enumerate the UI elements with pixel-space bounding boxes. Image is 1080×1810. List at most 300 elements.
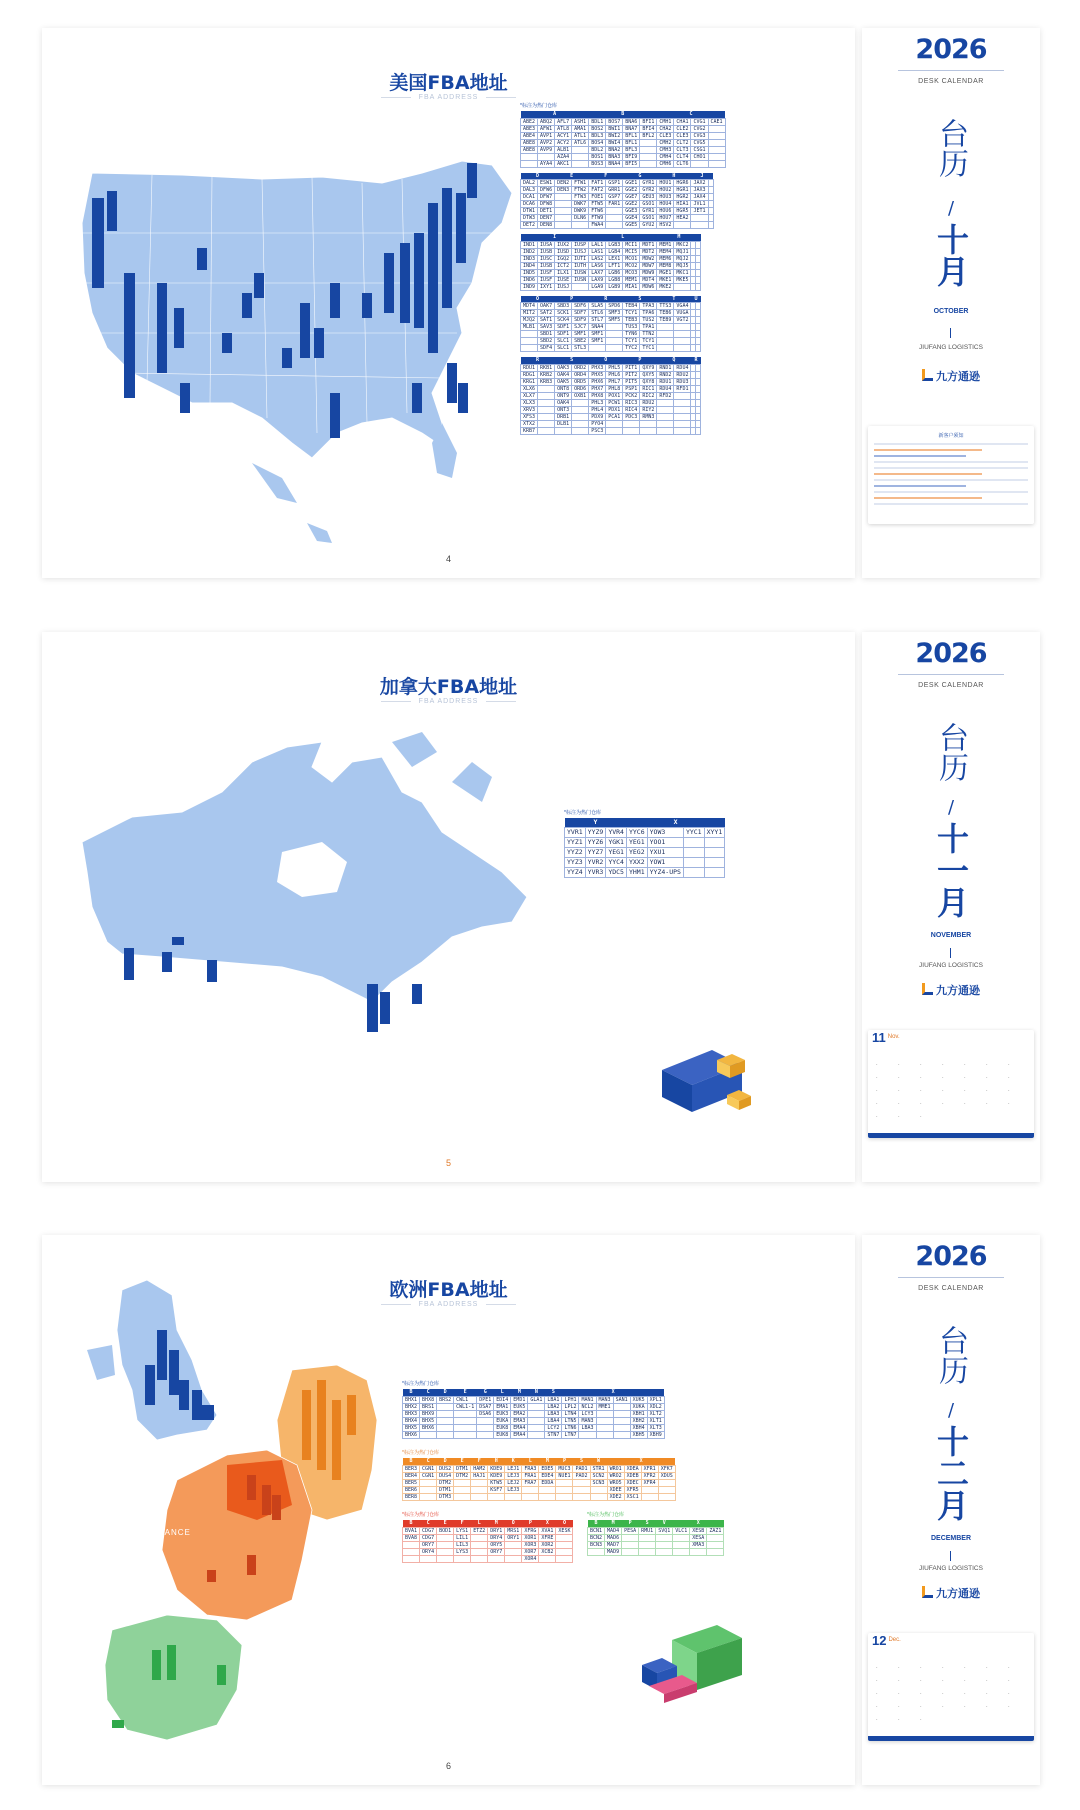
table-cell	[573, 1479, 590, 1486]
table-header: X	[626, 818, 724, 827]
table-cell: GYR1	[640, 180, 657, 187]
table-cell: BHX6	[420, 1424, 437, 1431]
table-cell: LGB9	[606, 283, 623, 290]
table-cell: ONT9	[555, 392, 572, 399]
table-cell: ALB1	[555, 146, 572, 153]
table-cell	[657, 406, 674, 413]
table-cell: BOS1	[589, 153, 606, 160]
table-header: C	[420, 1520, 437, 1527]
table-row	[521, 269, 701, 276]
logo-text: 九方通逊	[936, 985, 980, 997]
table-cell: XDUS	[658, 1472, 675, 1479]
table-row	[521, 385, 701, 392]
table-row	[521, 338, 701, 345]
table-cell	[521, 345, 538, 352]
brand-logo	[862, 982, 1040, 998]
table-cell: OAK4	[555, 371, 572, 378]
table-cell: ATL6	[572, 139, 589, 146]
region-label-germany: GERMANY	[299, 1358, 347, 1367]
table-cell: CDG7	[420, 1534, 437, 1541]
table-cell: BOS2	[589, 125, 606, 132]
table-cell: KTW5	[488, 1479, 505, 1486]
table-cell: BFL2	[640, 132, 657, 139]
table-row	[521, 283, 701, 290]
calendar-day: ·	[876, 1101, 878, 1107]
table-cell: CDG7	[420, 1527, 437, 1534]
table-cell: ABQ2	[538, 118, 555, 125]
calendar-day: ·	[942, 1075, 944, 1081]
table-cell	[573, 1486, 590, 1493]
table-cell: RDU4	[674, 364, 691, 371]
table-cell: SMF3	[606, 310, 623, 317]
table-cell: IUSD	[555, 248, 572, 255]
table-cell: YGK1	[606, 837, 627, 847]
table-cell: HGR5	[674, 208, 691, 215]
mini-calendar-month: Dec.	[888, 1637, 901, 1643]
table-cell: YYZ4	[565, 867, 586, 877]
table-cell	[539, 1555, 556, 1562]
table-cell	[538, 413, 555, 420]
table-header: E	[437, 1520, 454, 1527]
calendar-day: ·	[964, 1062, 966, 1068]
table-cell: STL3	[572, 345, 589, 352]
uk-table	[402, 1389, 665, 1439]
table-cell	[673, 1534, 690, 1541]
table-cell: YYZ1	[565, 837, 586, 847]
table-cell	[488, 1493, 505, 1500]
table-cell: DWK9	[572, 208, 589, 215]
table-cell: AMA1	[572, 125, 589, 132]
table-cell: DSA6	[477, 1410, 494, 1417]
table-cell: SBE2	[572, 338, 589, 345]
table-cell	[606, 338, 623, 345]
table-cell: YVR3	[585, 867, 606, 877]
table-cell	[708, 194, 713, 201]
table-header: B	[403, 1389, 420, 1396]
calendar-day: ·	[986, 1101, 988, 1107]
table-cell: BOS4	[589, 139, 606, 146]
table-cell: XUKA	[630, 1403, 647, 1410]
table-cell: HOU3	[657, 194, 674, 201]
table-cell: MEM1	[657, 241, 674, 248]
us-table-i	[520, 234, 701, 291]
table-cell: TYC1	[640, 345, 657, 352]
us-table-o	[520, 296, 701, 353]
table-cell: HOU7	[657, 215, 674, 222]
year: 2026	[915, 1241, 987, 1272]
table-cell: CLE2	[674, 125, 691, 132]
table-row	[521, 406, 701, 413]
table-cell: STN7	[545, 1431, 562, 1438]
table-cell: BCN3	[588, 1541, 605, 1548]
table-cell: ONT8	[555, 385, 572, 392]
table-cell: XLT3	[647, 1424, 664, 1431]
table-header: A	[521, 111, 589, 118]
table-cell	[696, 324, 701, 331]
table-cell: IUSP	[572, 241, 589, 248]
table-cell: BER4	[403, 1472, 420, 1479]
table-cell: KRG1	[521, 378, 538, 385]
table-cell: ORY7	[488, 1548, 505, 1555]
table-row	[565, 867, 725, 877]
table-cell	[572, 406, 589, 413]
table-cell: SCN2	[590, 1472, 607, 1479]
calendar-page-nov	[862, 632, 1040, 1182]
table-cell	[658, 1479, 675, 1486]
table-cell: BDL1	[589, 118, 606, 125]
table-cell: GGE1	[623, 180, 640, 187]
table-cell: EUKA	[494, 1417, 511, 1424]
table-cell: LIL1	[454, 1534, 471, 1541]
table-cell: LGB3	[606, 241, 623, 248]
table-cell: DPE1	[477, 1396, 494, 1403]
table-row	[521, 180, 714, 187]
calendar-day: ·	[942, 1704, 944, 1710]
table-cell: MLB1	[521, 324, 538, 331]
table-cell: ORY1	[505, 1534, 522, 1541]
table-header: D	[521, 173, 555, 180]
table-cell: IND1	[521, 241, 538, 248]
table-cell	[528, 1431, 545, 1438]
table-cell: MDT2	[640, 248, 657, 255]
table-cell	[572, 160, 589, 167]
table-cell: FWA4	[589, 222, 606, 229]
table-cell	[596, 1417, 613, 1424]
table-cell: LPL2	[562, 1403, 579, 1410]
europe-page	[42, 1235, 855, 1785]
table-cell	[708, 139, 725, 146]
table-cell: XMA3	[690, 1541, 707, 1548]
table-cell: EMA3	[511, 1417, 528, 1424]
table-row	[521, 399, 701, 406]
table-cell: XOR4	[522, 1555, 539, 1562]
table-row	[521, 201, 714, 208]
table-cell	[521, 160, 538, 167]
table-cell: AVP1	[538, 132, 555, 139]
table-cell: DTM1	[454, 1465, 471, 1472]
table-cell	[521, 331, 538, 338]
table-header: F	[589, 173, 623, 180]
table-cell: BFL1	[623, 139, 640, 146]
table-cell: MCO2	[623, 262, 640, 269]
table-row	[521, 125, 726, 132]
table-header: L	[589, 234, 657, 241]
table-cell: BDL3	[589, 132, 606, 139]
table-row	[521, 160, 726, 167]
table-header: T	[657, 296, 691, 303]
slash: /	[947, 1400, 955, 1421]
container-illustration	[657, 1040, 757, 1120]
logo-text: 九方通逊	[936, 1588, 980, 1600]
table-cell: BHX5	[403, 1424, 420, 1431]
table-cell	[477, 1431, 494, 1438]
table-cell: RDU1	[657, 378, 674, 385]
calendar-day: ·	[1008, 1665, 1010, 1671]
table-cell: FTW5	[589, 201, 606, 208]
table-cell: LAS1	[589, 248, 606, 255]
table-cell: LIL3	[454, 1541, 471, 1548]
table-cell	[696, 338, 701, 345]
table-cell: DLN6	[572, 215, 589, 222]
table-cell: DUS4	[437, 1472, 454, 1479]
table-cell: EMD1	[511, 1396, 528, 1403]
table-note: *标注为热门仓库	[587, 1512, 624, 1518]
table-cell: YYZ7	[585, 847, 606, 857]
table-cell: FRA7	[522, 1479, 539, 1486]
table-cell: YYC4	[606, 857, 627, 867]
table-cell	[683, 837, 704, 847]
table-row	[521, 331, 701, 338]
table-cell: DRY1	[488, 1527, 505, 1534]
logo-mark-icon	[922, 1586, 933, 1598]
calendar-day: ·	[876, 1665, 878, 1671]
calendar-day: ·	[964, 1678, 966, 1684]
table-cell: KRB7	[521, 427, 538, 434]
table-cell	[555, 427, 572, 434]
table-cell: KRB2	[538, 371, 555, 378]
table-cell: SMF1	[572, 331, 589, 338]
table-cell: YYZ6	[585, 837, 606, 847]
table-row	[521, 371, 701, 378]
table-cell: CLE3	[657, 132, 674, 139]
table-row	[565, 847, 725, 857]
table-cell: XLX3	[521, 399, 538, 406]
table-cell: HOU6	[657, 208, 674, 215]
table-cell: DTM1	[437, 1486, 454, 1493]
table-cell	[454, 1493, 471, 1500]
table-cell: GYR2	[640, 187, 657, 194]
calendar-day: ·	[942, 1101, 944, 1107]
table-cell: SLC1	[555, 338, 572, 345]
table-cell: YOO1	[647, 837, 683, 847]
table-cell: MEM8	[657, 262, 674, 269]
calendar-day: ·	[964, 1088, 966, 1094]
table-cell	[454, 1555, 471, 1562]
table-cell	[704, 857, 725, 867]
table-header: G	[623, 173, 657, 180]
table-cell: OAK7	[538, 303, 555, 310]
table-header: F	[454, 1520, 471, 1527]
table-cell: LTN6	[562, 1424, 579, 1431]
table-cell: HOU4	[657, 201, 674, 208]
table-header: W	[590, 1458, 607, 1465]
table-cell: PHX5	[589, 371, 606, 378]
table-cell: KRB3	[538, 378, 555, 385]
table-cell: PCK2	[623, 392, 640, 399]
table-cell: MAN1	[579, 1396, 596, 1403]
table-header: S	[573, 1458, 590, 1465]
table-row	[403, 1479, 676, 1486]
table-cell: SDF6	[572, 303, 589, 310]
table-cell: TEB4	[623, 303, 640, 310]
table-cell: XBH5	[630, 1431, 647, 1438]
table-cell: PIT5	[623, 378, 640, 385]
table-cell	[696, 406, 701, 413]
table-header: R	[691, 357, 701, 364]
table-cell: QXY8	[640, 378, 657, 385]
table-cell: DET2	[521, 222, 538, 229]
table-row	[403, 1548, 573, 1555]
notice-title: 新客户须知	[938, 433, 964, 439]
table-cell: PHL5	[606, 364, 623, 371]
table-cell: YYZ4-UPS	[647, 867, 683, 877]
divider	[898, 674, 1004, 675]
table-cell: LAS2	[589, 255, 606, 262]
table-cell	[471, 1493, 488, 1500]
table-cell: IND5	[521, 269, 538, 276]
table-cell: MDT4	[640, 276, 657, 283]
table-cell	[707, 1548, 724, 1555]
table-cell: ABE3	[521, 125, 538, 132]
table-cell: DRY4	[488, 1534, 505, 1541]
table-cell: DRB1	[555, 413, 572, 420]
table-cell: DTW3	[521, 215, 538, 222]
table-cell: DFW8	[538, 201, 555, 208]
table-cell: XOR2	[539, 1541, 556, 1548]
table-cell: XFK7	[658, 1465, 675, 1472]
table-cell: CLT4	[674, 153, 691, 160]
calendar-day: ·	[1008, 1101, 1010, 1107]
table-row	[521, 324, 701, 331]
table-header: P	[555, 296, 589, 303]
table-header: O	[505, 1520, 522, 1527]
table-cell	[708, 125, 725, 132]
table-cell: SPD6	[606, 303, 623, 310]
table-cell: MDW7	[640, 262, 657, 269]
table-cell	[596, 1410, 613, 1417]
table-row	[403, 1465, 676, 1472]
mini-calendar-number: 11	[872, 1030, 886, 1045]
desk-calendar-label: DESK CALENDAR	[918, 682, 984, 689]
france-table	[402, 1520, 573, 1563]
table-cell	[639, 1548, 656, 1555]
table-cell: DEN2	[555, 180, 572, 187]
table-cell	[673, 1548, 690, 1555]
table-cell	[696, 283, 701, 290]
table-cell	[471, 1548, 488, 1555]
table-row	[403, 1431, 665, 1438]
calendar-day: ·	[876, 1704, 878, 1710]
table-cell	[556, 1486, 573, 1493]
table-cell	[606, 345, 623, 352]
table-header: B	[403, 1458, 420, 1465]
table-cell	[521, 153, 538, 160]
calendar-day: ·	[898, 1062, 900, 1068]
table-header: S	[545, 1389, 562, 1396]
table-cell: YXX2	[626, 857, 647, 867]
table-cell: CWL1-1	[454, 1403, 477, 1410]
table-cell: MME1	[596, 1403, 613, 1410]
table-cell: XFR2	[641, 1472, 658, 1479]
table-cell	[538, 153, 555, 160]
table-cell: LGB4	[606, 248, 623, 255]
table-cell: EMA4	[511, 1424, 528, 1431]
table-cell: CWL1	[454, 1396, 477, 1403]
table-cell: IUSE	[555, 276, 572, 283]
table-cell: IUSB	[538, 248, 555, 255]
table-cell	[613, 1403, 630, 1410]
table-cell: SAN1	[613, 1396, 630, 1403]
table-cell: GSP1	[606, 180, 623, 187]
table-cell	[674, 420, 691, 427]
table-header: D	[437, 1389, 454, 1396]
table-header: Y	[565, 818, 627, 827]
table-row	[521, 153, 726, 160]
month-en: DECEMBER	[930, 1535, 972, 1542]
table-cell: MDW2	[640, 255, 657, 262]
month-en: NOVEMBER	[930, 932, 972, 939]
table-cell	[454, 1424, 477, 1431]
table-cell: LBA4	[545, 1417, 562, 1424]
table-cell: XBH1	[630, 1410, 647, 1417]
table-cell: ILX1	[555, 269, 572, 276]
month-cn: 十月	[932, 223, 970, 287]
table-cell	[708, 201, 713, 208]
calendar-day: ·	[1008, 1678, 1010, 1684]
table-cell: DUS2	[437, 1465, 454, 1472]
table-cell: BER8	[403, 1493, 420, 1500]
table-cell	[477, 1417, 494, 1424]
table-cell: BHX5	[420, 1417, 437, 1424]
table-cell	[573, 1493, 590, 1500]
table-cell	[708, 160, 725, 167]
canada-page	[42, 632, 855, 1182]
table-row	[588, 1548, 724, 1555]
table-cell: PHX8	[589, 392, 606, 399]
table-header: X	[673, 1520, 724, 1527]
de-table-wrap	[402, 1449, 676, 1501]
table-cell: ABE2	[521, 118, 538, 125]
calendar-page-oct	[862, 28, 1040, 578]
calendar-day: ·	[920, 1075, 922, 1081]
table-cell: IXY1	[538, 283, 555, 290]
table-row	[521, 146, 726, 153]
us-table-r	[520, 357, 701, 435]
table-cell: OXB1	[572, 392, 589, 399]
table-cell: BHX9	[420, 1410, 437, 1417]
table-cell: BNA2	[606, 146, 623, 153]
table-cell	[674, 331, 691, 338]
table-row	[565, 857, 725, 867]
calendar-day: ·	[964, 1075, 966, 1081]
table-cell: RIC1	[640, 385, 657, 392]
table-cell	[471, 1479, 488, 1486]
table-cell: KSF7	[488, 1486, 505, 1493]
spread-canada	[0, 604, 1080, 1204]
slash: /	[947, 198, 955, 219]
table-cell: SMF1	[589, 331, 606, 338]
table-cell: PCW1	[606, 399, 623, 406]
table-header: C	[420, 1389, 437, 1396]
table-cell	[696, 241, 701, 248]
table-cell: TCY1	[623, 310, 640, 317]
table-cell: MCI1	[623, 241, 640, 248]
table-cell: EDI4	[494, 1396, 511, 1403]
calendar-day: ·	[876, 1678, 878, 1684]
page-subtitle: FBA ADDRESS	[42, 94, 855, 101]
calendar-day: ·	[942, 1691, 944, 1697]
table-cell	[623, 427, 640, 434]
table-cell	[622, 1534, 639, 1541]
table-cell: TTN2	[640, 331, 657, 338]
calendar-day: ·	[898, 1665, 900, 1671]
calendar-day: ·	[876, 1062, 878, 1068]
table-cell: LEX1	[606, 255, 623, 262]
table-header: O	[589, 357, 623, 364]
table-cell: XLT2	[647, 1410, 664, 1417]
table-cell: CVG3	[691, 132, 708, 139]
table-header: S	[623, 296, 657, 303]
